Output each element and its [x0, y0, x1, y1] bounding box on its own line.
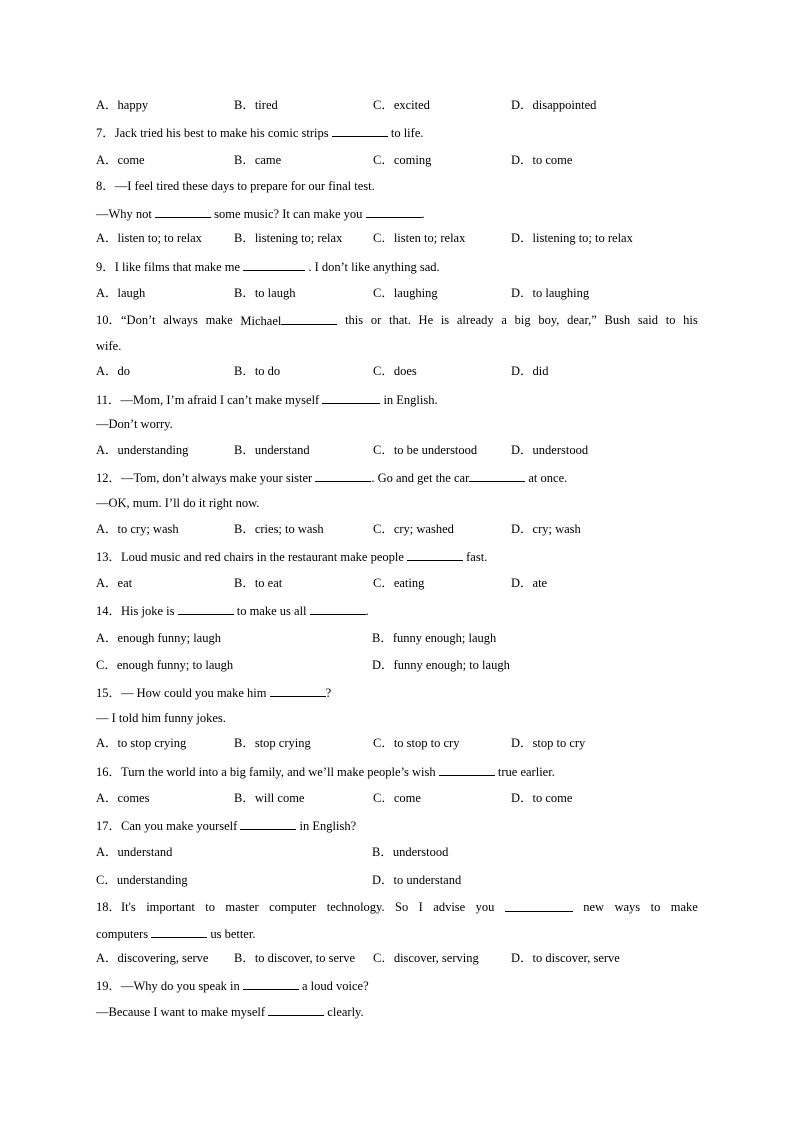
q8-reply: —Why not some music? It can make you .	[96, 207, 425, 221]
q16-stem: 16．Turn the world into a big family, and we’ll make people’s wish true earlier.	[96, 765, 555, 779]
q18-option-b[interactable]: B．to discover, to serve	[234, 951, 356, 965]
q15-option-a[interactable]: A．to stop crying	[96, 736, 187, 750]
q15-option-c[interactable]: C．to stop to cry	[373, 736, 460, 750]
q16-option-d[interactable]: D．to come	[511, 791, 573, 805]
q14-option-b[interactable]: B．funny enough; laugh	[372, 631, 497, 645]
q6-option-a[interactable]: A．happy	[96, 98, 149, 112]
q6-option-c[interactable]: C．excited	[373, 98, 430, 112]
q8-stem: 8．—I feel tired these days to prepare for our final test.	[96, 179, 375, 193]
q15-stem: 15．— How could you make him ?	[96, 686, 332, 700]
q14-option-a[interactable]: A．enough funny; laugh	[96, 631, 221, 645]
q11-stem: 11．—Mom, I’m afraid I can’t make myself in English.	[96, 393, 438, 407]
q19-reply: —Because I want to make myself clearly.	[96, 1005, 364, 1019]
q18-stem-cont: computers us better.	[96, 927, 256, 941]
q19-blank-2[interactable]	[268, 1003, 324, 1016]
q12-blank-2[interactable]	[469, 469, 525, 482]
q10-option-c[interactable]: C．does	[373, 364, 417, 378]
q10-option-a[interactable]: A．do	[96, 364, 131, 378]
q16-option-b[interactable]: B．will come	[234, 791, 305, 805]
q11-option-d[interactable]: D．understood	[511, 443, 589, 457]
q9-blank[interactable]	[243, 258, 305, 271]
q18-option-a[interactable]: A．discovering, serve	[96, 951, 209, 965]
q11-reply: —Don’t worry.	[96, 417, 173, 431]
q12-blank-1[interactable]	[315, 469, 371, 482]
q16-blank[interactable]	[439, 763, 495, 776]
q17-option-c[interactable]: C．understanding	[96, 873, 188, 887]
q6-option-b[interactable]: B．tired	[234, 98, 278, 112]
q9-option-c[interactable]: C．laughing	[373, 286, 438, 300]
q12-option-c[interactable]: C．cry; washed	[373, 522, 454, 536]
q15-blank[interactable]	[270, 684, 326, 697]
q9-option-b[interactable]: B．to laugh	[234, 286, 296, 300]
q18-option-c[interactable]: C．discover, serving	[373, 951, 479, 965]
q7-option-a[interactable]: A．come	[96, 153, 145, 167]
q8-blank-1[interactable]	[155, 205, 211, 218]
q19-blank-1[interactable]	[243, 977, 299, 990]
q16-option-c[interactable]: C．come	[373, 791, 421, 805]
q7-stem: 7．Jack tried his best to make his comic strips to life.	[96, 126, 424, 140]
q17-option-d[interactable]: D．to understand	[372, 873, 462, 887]
q14-option-c[interactable]: C．enough funny; to laugh	[96, 658, 234, 672]
q8-blank-2[interactable]	[366, 205, 422, 218]
q9-stem: 9．I like films that make me . I don’t like anything sad.	[96, 260, 440, 274]
q14-blank-1[interactable]	[178, 602, 234, 615]
q13-stem: 13．Loud music and red chairs in the restaurant make people fast.	[96, 550, 488, 564]
q13-option-b[interactable]: B．to eat	[234, 576, 283, 590]
q10-blank[interactable]	[281, 312, 337, 325]
q18-blank-2[interactable]	[151, 925, 207, 938]
q11-option-c[interactable]: C．to be understood	[373, 443, 478, 457]
q8-option-b[interactable]: B．listening to; relax	[234, 231, 343, 245]
q17-blank[interactable]	[240, 817, 296, 830]
q13-blank[interactable]	[407, 548, 463, 561]
q18-blank-1[interactable]	[505, 899, 573, 912]
q17-option-b[interactable]: B．understood	[372, 845, 449, 859]
q14-blank-2[interactable]	[310, 602, 366, 615]
q13-option-a[interactable]: A．eat	[96, 576, 133, 590]
q12-stem: 12．—Tom, don’t always make your sister . Go and get the car at once.	[96, 471, 568, 485]
q8-option-d[interactable]: D．listening to; to relax	[511, 231, 633, 245]
q10-stem-cont: wife.	[96, 339, 122, 353]
q8-option-c[interactable]: C．listen to; relax	[373, 231, 466, 245]
q17-stem: 17．Can you make yourself in English?	[96, 819, 357, 833]
q12-option-a[interactable]: A．to cry; wash	[96, 522, 179, 536]
q7-option-d[interactable]: D．to come	[511, 153, 573, 167]
q7-option-b[interactable]: B．came	[234, 153, 282, 167]
q13-option-d[interactable]: D．ate	[511, 576, 548, 590]
q16-option-a[interactable]: A．comes	[96, 791, 150, 805]
q11-option-a[interactable]: A．understanding	[96, 443, 189, 457]
q12-option-b[interactable]: B．cries; to wash	[234, 522, 324, 536]
q15-reply: — I told him funny jokes.	[96, 711, 226, 725]
q7-blank[interactable]	[332, 124, 388, 137]
q13-option-c[interactable]: C．eating	[373, 576, 425, 590]
q12-reply: —OK, mum. I’ll do it right now.	[96, 496, 260, 510]
q9-option-a[interactable]: A．laugh	[96, 286, 146, 300]
q10-option-b[interactable]: B．to do	[234, 364, 281, 378]
q15-option-d[interactable]: D．stop to cry	[511, 736, 586, 750]
q14-stem: 14．His joke is to make us all .	[96, 604, 369, 618]
q12-option-d[interactable]: D．cry; wash	[511, 522, 581, 536]
q15-option-b[interactable]: B．stop crying	[234, 736, 311, 750]
q18-option-d[interactable]: D．to discover, serve	[511, 951, 620, 965]
q11-blank[interactable]	[322, 391, 380, 404]
q8-option-a[interactable]: A．listen to; to relax	[96, 231, 202, 245]
q17-option-a[interactable]: A．understand	[96, 845, 173, 859]
q18-stem: 18．It's important to master computer technology. So I advise you new ways to make	[96, 900, 698, 914]
q14-option-d[interactable]: D．funny enough; to laugh	[372, 658, 510, 672]
q10-option-d[interactable]: D．did	[511, 364, 549, 378]
q10-stem: 10．“Don’t always make Michael this or that. He is already a big boy, dear,” Bush said to his	[96, 313, 698, 328]
q9-option-d[interactable]: D．to laughing	[511, 286, 590, 300]
q6-option-d[interactable]: D．disappointed	[511, 98, 597, 112]
q19-stem: 19．—Why do you speak in a loud voice?	[96, 979, 369, 993]
q11-option-b[interactable]: B．understand	[234, 443, 310, 457]
q7-option-c[interactable]: C．coming	[373, 153, 432, 167]
